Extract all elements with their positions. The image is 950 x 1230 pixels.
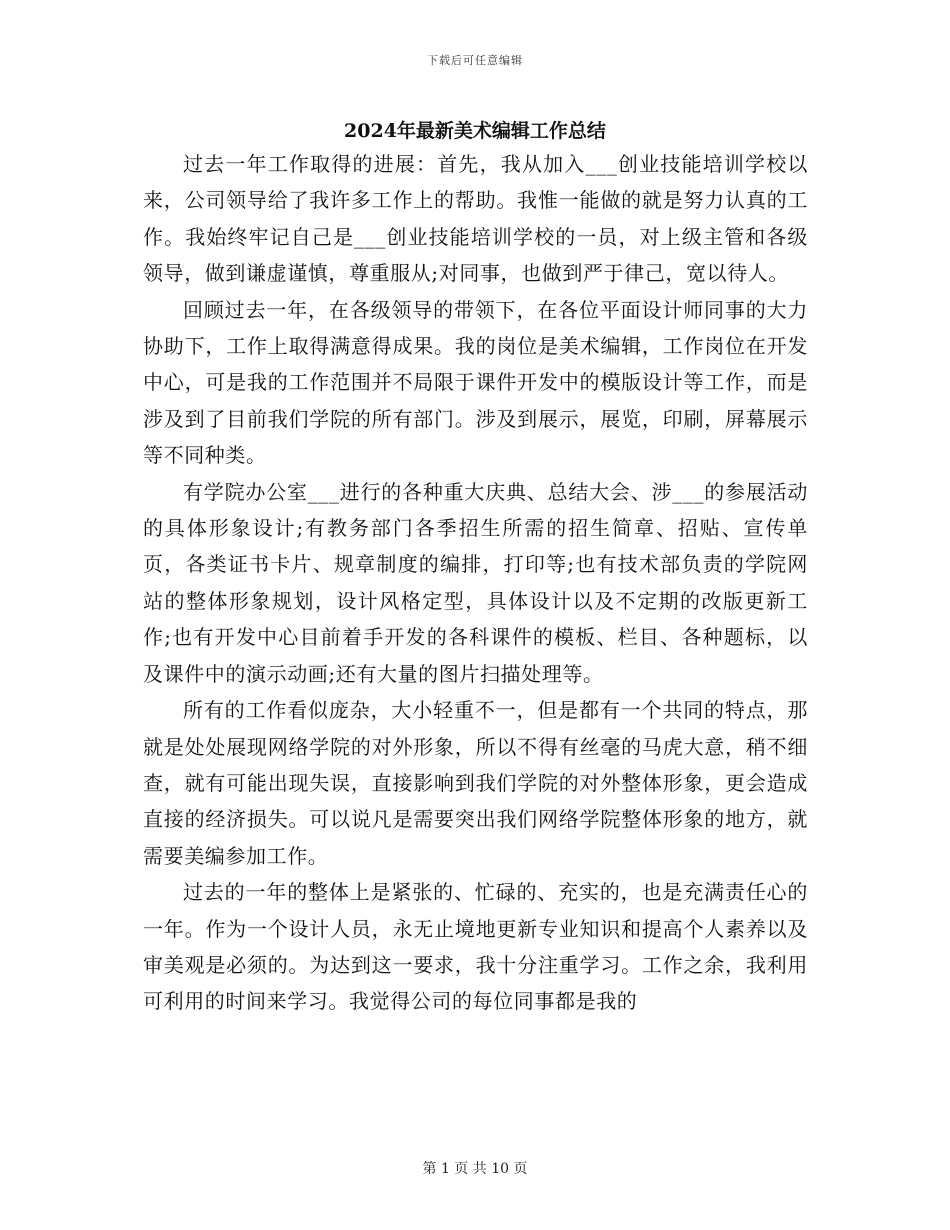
paragraph: 过去一年工作取得的进展：首先，我从加入___创业技能培训学校以来，公司领导给了我许多工作上的帮助。我惟一能做的就是努力认真的工作。我始终牢记自己是___创业技能培训学校的一员，对上级主管和各级领导，做到谦虚谨慎，尊重服从;对同事，也做到严于律己，宽以待人。 bbox=[143, 152, 808, 286]
paragraph: 回顾过去一年，在各级领导的带领下，在各位平面设计师同事的大力协助下，工作上取得满意得成果。我的岗位是美术编辑，工作岗位在开发中心，可是我的工作范围并不局限于课件开发中的模版设计等工作，而是涉及到了目前我们学院的所有部门。涉及到展示，展览，印刷，屏幕展示等不同种类。 bbox=[143, 297, 808, 468]
page-header-note: 下载后可任意编辑 bbox=[427, 54, 523, 67]
paragraph: 所有的工作看似庞杂，大小轻重不一，但是都有一个共同的特点，那就是处处展现网络学院的对外形象，所以不得有丝毫的马虎大意，稍不细查，就有可能出现失误，直接影响到我们学院的对外整体形象，更会造成直接的经济损失。可以说凡是需要突出我们网络学院整体形象的地方，就需要美编参加工作。 bbox=[143, 698, 808, 868]
paragraph: 过去的一年的整体上是紧张的、忙碌的、充实的，也是充满责任心的一年。作为一个设计人员，永无止境地更新专业知识和提高个人素养以及审美观是必须的。为达到这一要求，我十分注重学习。工作之余，我利用可利用的时间来学习。我觉得公司的每位同事都是我的 bbox=[143, 880, 808, 1014]
document-title: 2024年最新美术编辑工作总结 bbox=[344, 120, 606, 142]
document-body bbox=[143, 146, 808, 1020]
paragraph: 有学院办公室___进行的各种重大庆典、总结大会、涉___的参展活动的具体形象设计;有教务部门各季招生所需的招生简章、招贴、宣传单页，各类证书卡片、规章制度的编排，打印等;也有技术部负责的学院网站的整体形象规划，设计风格定型，具体设计以及不定期的改版更新工作;也有开发中心目前着手开发的各科课件的模板、栏目、各种题标，以及课件中的演示动画;还有大量的图片扫描处理等。 bbox=[143, 479, 808, 686]
page-number: 第 1 页 共 10 页 bbox=[422, 1161, 528, 1177]
